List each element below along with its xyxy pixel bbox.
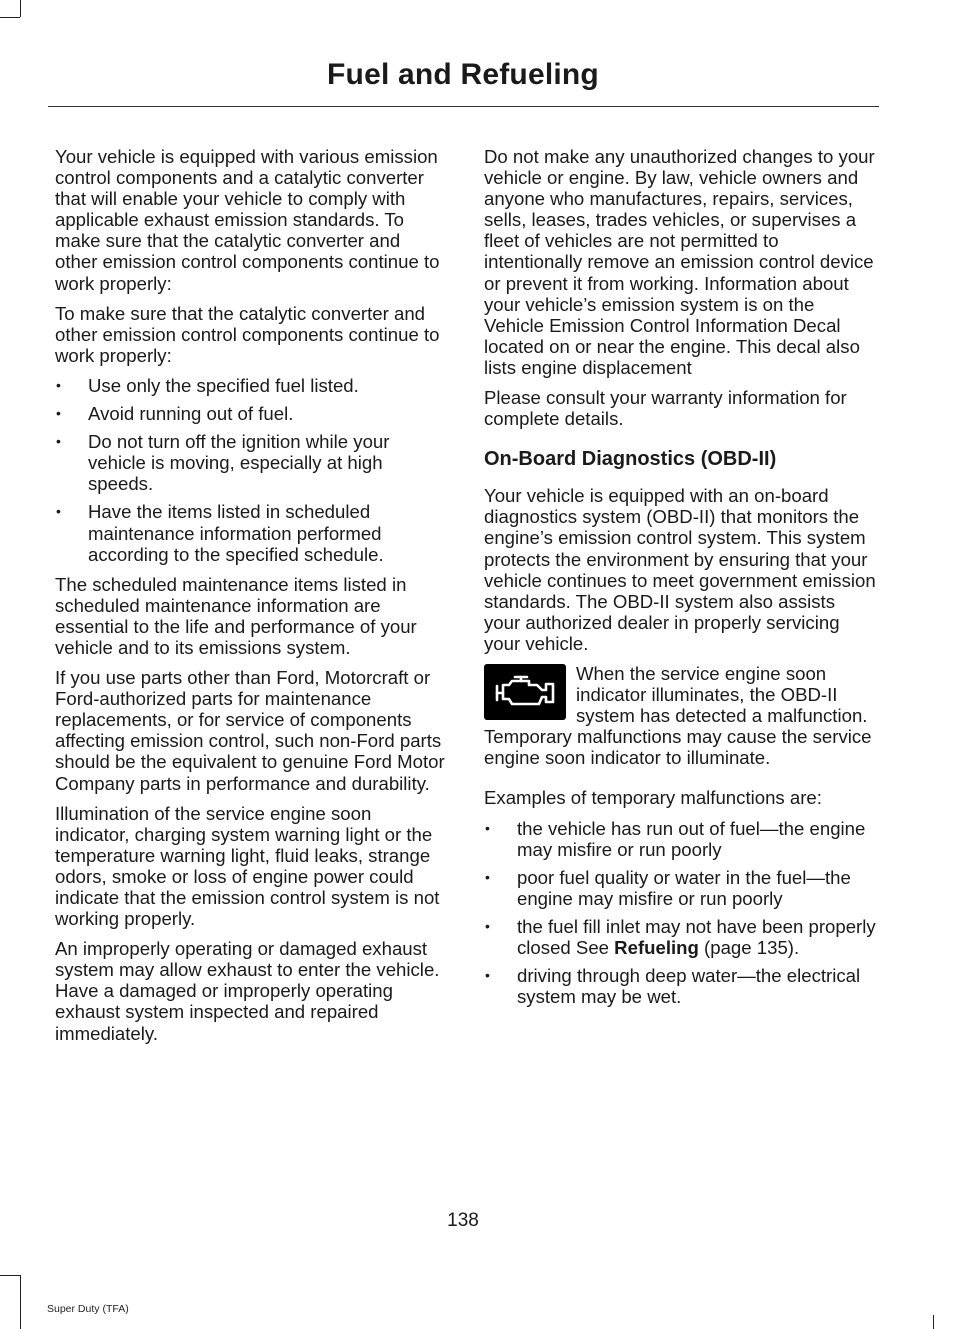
check-engine-icon (484, 664, 566, 720)
section-heading: On-Board Diagnostics (OBD-II) (484, 448, 777, 471)
bullet-marker: • (56, 376, 61, 393)
page-number: 138 (447, 1210, 479, 1231)
list-item (484, 818, 876, 860)
list-item (55, 403, 447, 424)
paragraph: Do not make any unauthorized changes to your vehicle or engine. By law, vehicle owners and anyone who manufactures, repairs, services, sells, leases, trades vehicles, or supervises a fleet of vehicles are not permitted to intentionally remove an emission control device or prevent it from working. Information about your vehicle’s emission system is on the Vehicle Emission Control Information Decal located on or near the engine. This decal also lists engine displacement (484, 146, 875, 378)
paragraph: When the service engine soon indicator illuminates, the OBD-II system has detected a malfunction. Temporary malfunctions may cause the service engine soon indicator to illuminate. (484, 662, 872, 769)
paragraph: To make sure that the catalytic converter and other emission control components continue to work properly: (55, 302, 440, 366)
bullet-marker: • (485, 967, 490, 984)
list-item-text: the fuel fill inlet may not have been properly closed See (517, 915, 876, 958)
spacer (484, 777, 876, 787)
bullet-marker: • (56, 433, 61, 450)
left-column (55, 146, 447, 1053)
page-title: Fuel and Refueling (327, 58, 599, 91)
footer-model: Super Duty (TFA) (47, 1303, 129, 1315)
bullet-marker: • (56, 503, 61, 520)
paragraph: Please consult your warranty information for complete details. (484, 387, 847, 430)
page-reference: (page 135). (698, 937, 800, 958)
list-item (484, 916, 876, 958)
paragraph: An improperly operating or damaged exhaust system may allow exhaust to enter the vehicle. Have a damaged or improperly operating exhaust system inspected and repaired immediately. (55, 938, 440, 1044)
list-item-text: Avoid running out of fuel. (88, 403, 294, 425)
list-item-text: Have the items listed in scheduled maintenance information performed according to the specified schedule. (88, 501, 384, 565)
paragraph: Illumination of the service engine soon indicator, charging system warning light or the temperature warning light, fluid leaks, strange odors, smoke or loss of engine power could indicate that the emission control system is not working properly. (55, 802, 440, 930)
list-item (55, 501, 447, 564)
bullet-marker: • (56, 405, 61, 422)
bullet-marker: • (485, 819, 490, 836)
paragraph: The scheduled maintenance items listed in scheduled maintenance information are essential to the life and performance of your vehicle and to its emissions system. (55, 573, 417, 658)
crop-mark (20, 0, 21, 17)
list-item (484, 965, 876, 1007)
list-item-text: Do not turn off the ignition while your vehicle is moving, especially at high speeds. (88, 431, 390, 495)
right-column (484, 146, 876, 1016)
title-divider (48, 106, 879, 107)
crop-mark (0, 17, 20, 18)
bullet-list (55, 375, 447, 565)
crop-mark (0, 1275, 20, 1276)
bullet-marker: • (485, 868, 490, 885)
paragraph: Your vehicle is equipped with an on-board diagnostics system (OBD-II) that monitors the engine’s emission control system. This system protects the environment by ensuring that your vehicle continues to meet government emission standards. The OBD-II system also assists your authorized dealer in properly servicing your vehicle. (484, 485, 876, 654)
icon-paragraph (484, 663, 876, 768)
list-item-text: poor fuel quality or water in the fuel—the engine may misfire or run poorly (517, 866, 851, 909)
list-item (55, 431, 447, 494)
crop-mark (20, 1275, 21, 1329)
list-item (484, 867, 876, 909)
list-item (55, 375, 447, 396)
bullet-list (484, 818, 876, 1008)
bullet-marker: • (485, 917, 490, 934)
list-item-text: driving through deep water—the electrical system may be wet. (517, 965, 861, 1008)
list-item-text: the vehicle has run out of fuel—the engine may misfire or run poorly (517, 817, 866, 860)
refueling-link[interactable]: Refueling (614, 937, 699, 958)
list-item-text: Use only the specified fuel listed. (88, 374, 359, 396)
paragraph: Examples of temporary malfunctions are: (484, 787, 822, 809)
crop-mark (933, 1315, 934, 1329)
paragraph: Your vehicle is equipped with various emission control components and a catalytic converter that will enable your vehicle to comply with applicable exhaust emission standards. To make sure that the catalytic converter and other emission control components continue to work properly: (55, 146, 440, 294)
paragraph: If you use parts other than Ford, Motorcraft or Ford-authorized parts for maintenance replacements, or for service of components affecting emission control, such non-Ford parts should be the equivalent to genuine Ford Motor Company parts in performance and durability. (55, 667, 445, 794)
